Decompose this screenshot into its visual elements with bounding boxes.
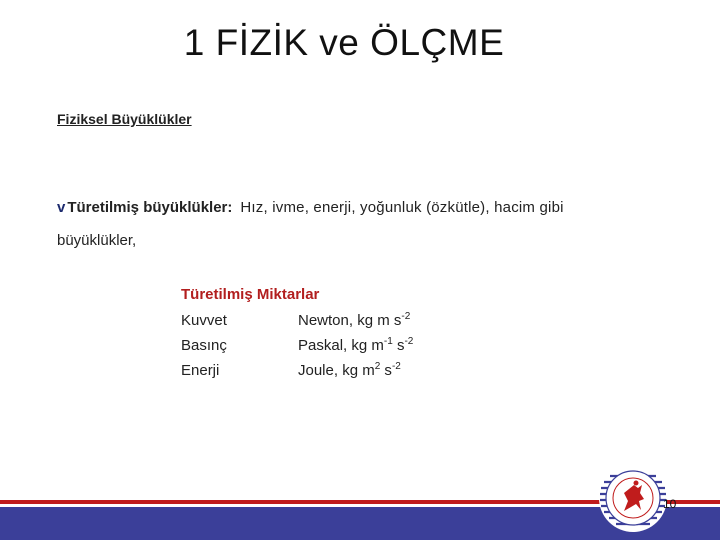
section-subtitle: Fiziksel Büyüklükler xyxy=(57,111,192,127)
quantity-name: Basınç xyxy=(181,337,227,354)
quantity-unit: Paskal, kg $m^{-1}$ $s^{-2}$ xyxy=(298,336,414,354)
bullet-description: Hız, ivme, enerji, yoğunluk (özkütle), hacim gibi xyxy=(240,199,564,216)
quantity-unit: Newton, kg m $s^{-2}$ xyxy=(298,311,411,329)
university-seal-icon xyxy=(598,463,668,533)
bullet-term: Türetilmiş büyüklükler: xyxy=(67,199,233,216)
page-number: 10 xyxy=(663,497,677,511)
quantity-name: Kuvvet xyxy=(181,312,227,329)
slide-title: 1 FİZİK ve ÖLÇME xyxy=(183,22,505,63)
quantity-unit: Joule, kg $m^2$ $s^{-2}$ xyxy=(298,361,401,379)
quantity-name: Enerji xyxy=(181,362,220,379)
bullet-item xyxy=(57,199,564,216)
diamond-bullet-icon: v xyxy=(57,199,66,216)
bullet-continuation: büyüklükler, xyxy=(57,232,137,249)
derived-quantities-title: Türetilmiş Miktarlar xyxy=(181,286,320,303)
